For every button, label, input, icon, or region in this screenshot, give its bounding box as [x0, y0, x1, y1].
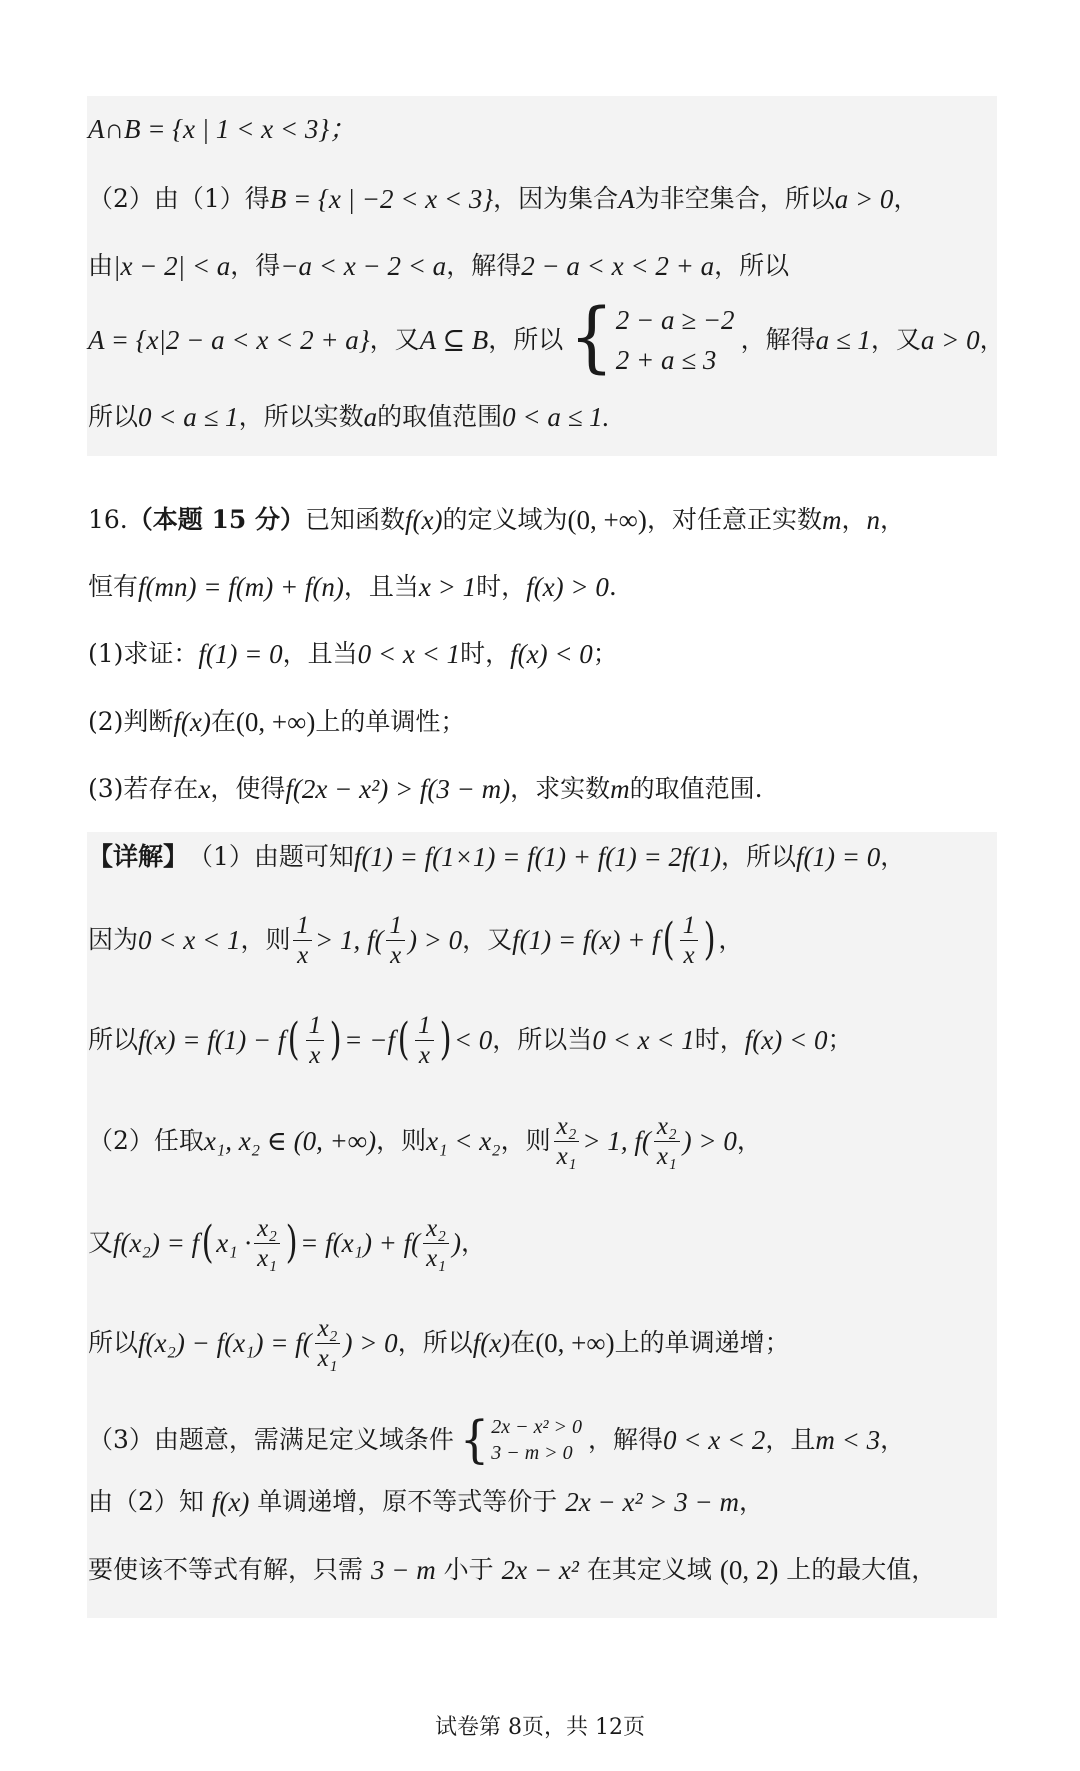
sol-line-3: 所以 f(x) = f(1) − f ( $\frac{1}{x}$ ) = −f ( $\frac{1}{x}$ ) < 0 ，所以当 0 < x < 1 时， f(x) < 0 ； [88, 1011, 853, 1069]
sol-line-4: （2）任取 x₁, x₂ ∈ (0, +∞) ，则 x₁ < x₂ ，则 $\frac{\text{x₂}}{\text{x₁}}$ > 1, f( $\frac{\text{x₂}}{\text{x₁}}$ ) > 0 ， [88, 1112, 762, 1170]
q16-line-1: 16. （本题 15 分） 已知函数 f(x) 的定义域为 (0, +∞) ，对任意正实数 m ， n ， [88, 502, 1003, 538]
cont-line-5: 所以 0 < a ≤ 1 ，所以实数 a 的取值范围 0 < a ≤ 1. [88, 402, 610, 432]
question-number: 16. [88, 505, 128, 534]
q16-part-3: (3)若存在 x ，使得 f(2x − x²) > f(3 − m) ，求实数 m 的取值范围. [88, 774, 763, 804]
solution-tag: 【详解】 [88, 842, 189, 871]
sol-line-1: 【详解】 （1）由题可知 f(1) = f(1×1) = f(1) + f(1) = 2f(1) ，所以 f(1) = 0 ， [88, 839, 1003, 875]
question-score: （本题 15 分） [127, 505, 305, 534]
sol-line-9: 要使该不等式有解，只需 3 − m 小于 2x − x² 在其定义域 (0, 2) 上的最大值， [88, 1555, 937, 1585]
page-footer: 试卷第 8页，共 12页 [435, 1715, 645, 1740]
sol-line-5: 又 f(x₂) = f ( x₁ · $\frac{\text{x₂}}{\text{x₁}}$ ) = f(x₁) + f( $\frac{\text{x₂}}{\text{x₁}}$ ) ， [88, 1214, 486, 1272]
cont-line-3: 由 |x − 2| < a ，得 −a < x − 2 < a ，解得 2 − a < x < 2 + a ，所以 [88, 251, 790, 281]
inequality-system: { 2 − a ≥ −2 2 + a ≤ 3 [569, 291, 735, 382]
sol-line-7: （3）由题意，需满足定义域条件 { 2x − x² > 0 3 − m > 0 ，解得 0 < x < 2 ，且 m < 3 ， [88, 1409, 906, 1469]
cont-line-2: （2）由（1）得 B = {x | −2 < x < 3} ，因为集合 A 为非空集合，所以 a > 0 ， [88, 184, 919, 214]
q16-part-1: (1)求证： f(1) = 0 ，且当 0 < x < 1 时， f(x) < 0 ； [88, 639, 618, 669]
sol-line-2: 因为 0 < x < 1 ，则 $\frac{1}{x}$ > 1, f( $\frac{1}{x}$ ) > 0 ，又 f(1) = f(x) + f ( $\frac{1}{x}$ ) ， [88, 911, 744, 969]
q16-line-2: 恒有 f(mn) = f(m) + f(n) ，且当 x > 1 时， f(x) > 0 . [88, 572, 617, 602]
cont-line-4: A = {x|2 − a < x < 2 + a} ，又 A ⊆ B ，所以 { 2 − a ≥ −2 2 + a ≤ 3 ，解得 a ≤ 1 ，又 a > 0 ， [88, 291, 1005, 382]
domain-condition-system: { 2x − x² > 0 3 − m > 0 [459, 1409, 582, 1469]
q16-part-2: (2)判断 f(x) 在 (0, +∞) 上的单调性； [88, 707, 466, 737]
sol-line-6: 所以 f(x₂) − f(x₁) = f( $\frac{\text{x₂}}{\text{x₁}}$ ) > 0 ，所以 f(x) 在 (0, +∞) 上的单调递增； [88, 1314, 790, 1372]
cont-line-1: A∩B = {x | 1 < x < 3}； [88, 114, 357, 144]
sol-line-8: 由（2）知 f(x) 单调递增，原不等式等价于 2x − x² > 3 − m ， [88, 1487, 764, 1517]
